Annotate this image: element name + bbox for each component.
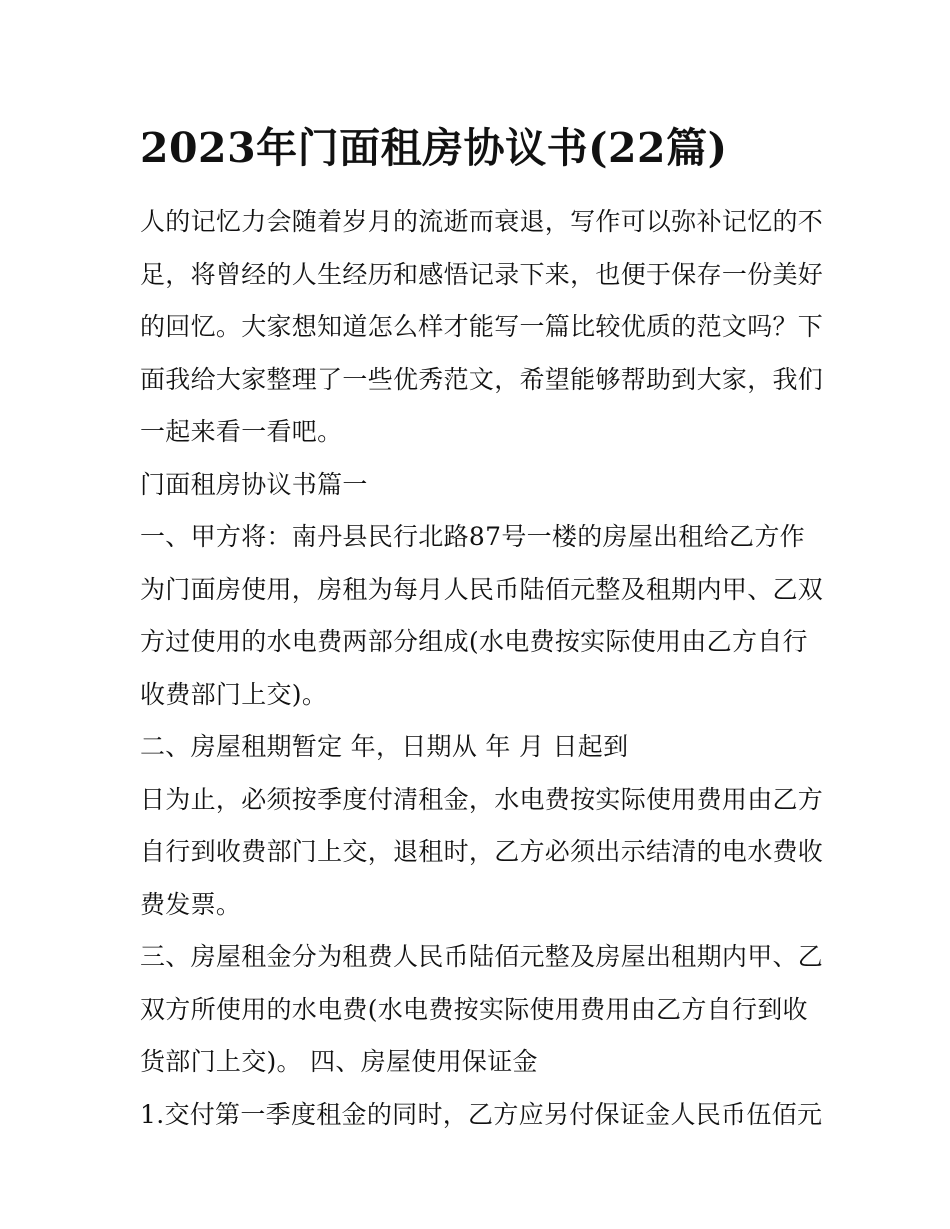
clause-1-line: 收费部门上交)。: [140, 679, 328, 709]
clause-1-line: 为门面房使用，房租为每月人民币陆佰元整及租期内甲、乙双: [140, 574, 824, 604]
clause-1-line: 一、甲方将：南丹县民行北路87号一楼的房屋出租给乙方作: [140, 522, 805, 551]
intro-line: 人的记忆力会随着岁月的流逝而衰退，写作可以弥补记忆的不: [140, 207, 824, 236]
clause-2-heading: [140, 721, 820, 774]
intro-line: 的回忆。大家想知道怎么样才能写一篇比较优质的范文吗？下: [140, 312, 824, 341]
clause-1-line: 方过使用的水电费两部分组成(水电费按实际使用由乙方自行: [140, 627, 808, 656]
section-heading: [140, 459, 820, 512]
intro-paragraph: [140, 196, 824, 459]
intro-line: 面我给大家整理了一些优秀范文，希望能够帮助到大家，我们: [140, 364, 824, 394]
clause-2-line: 二、房屋租期暂定 年，日期从 年 月 日起到: [140, 732, 629, 761]
clause-2-cont-line: 费发票。: [140, 889, 242, 919]
document-body: [140, 196, 824, 1141]
clause-3-line: 货部门上交)。 四、房屋使用保证金: [140, 1047, 538, 1076]
clause-2-cont-line: 日为止，必须按季度付清租金，水电费按实际使用费用由乙方: [140, 784, 824, 814]
section-heading-text: 门面租房协议书篇一: [140, 469, 368, 499]
intro-line: 足，将曾经的人生经历和感悟记录下来，也便于保存一份美好: [140, 259, 824, 289]
document-title: 2023年门面租房协议书(22篇): [140, 124, 728, 172]
clause-2-cont-line: 自行到收费部门上交，退租时，乙方必须出示结清的电水费收: [140, 837, 824, 866]
clause-3: [140, 931, 824, 1089]
clause-3-line: 三、房屋租金分为租费人民币陆佰元整及房屋出租期内甲、乙: [140, 942, 824, 971]
clause-2-continuation: [140, 774, 824, 932]
clause-1: [140, 511, 824, 721]
clause-4-item-1-line: 1.交付第一季度租金的同时，乙方应另付保证金人民币伍佰元: [140, 1099, 823, 1129]
clause-3-line: 双方所使用的水电费(水电费按实际使用费用由乙方自行到收: [140, 994, 808, 1024]
intro-line: 一起来看一看吧。: [140, 417, 343, 446]
clause-4-item-1: [140, 1089, 823, 1142]
